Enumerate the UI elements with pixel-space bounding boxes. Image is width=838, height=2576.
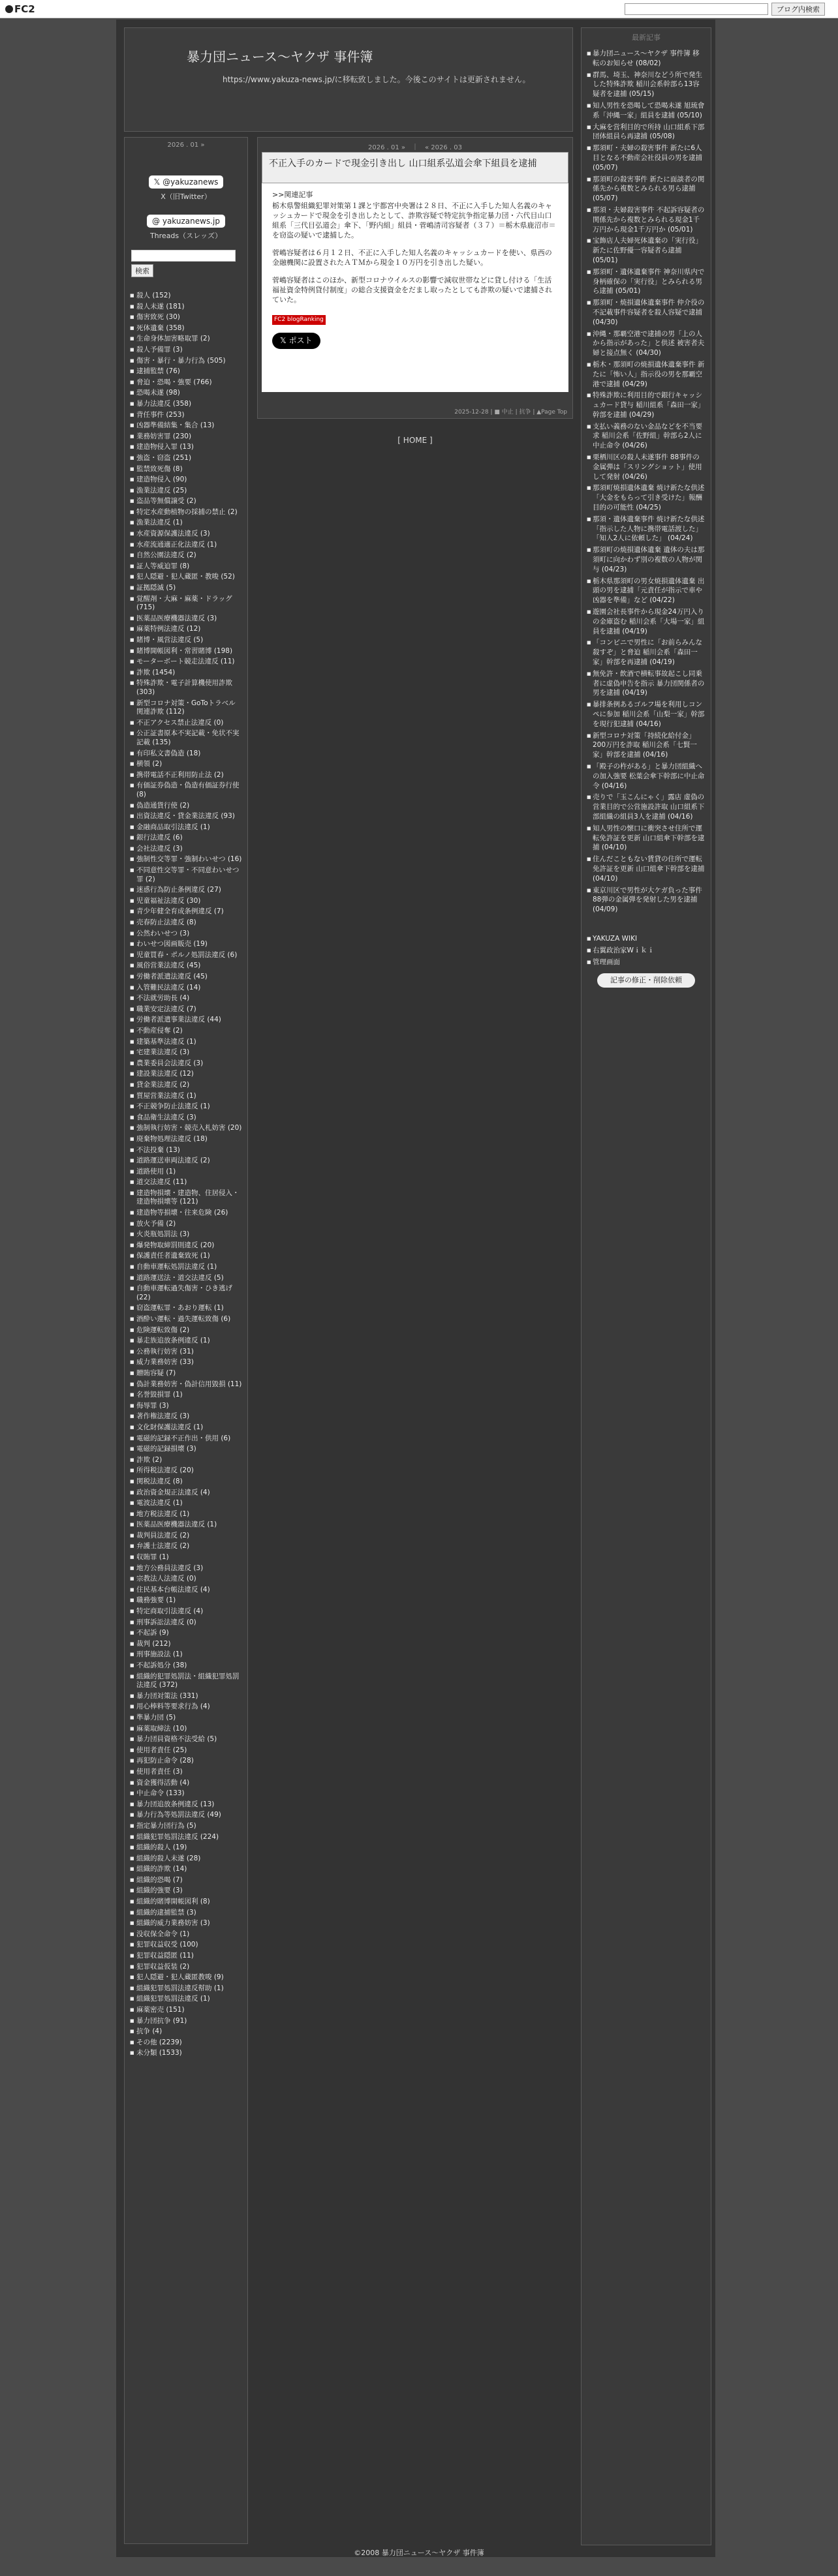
category-item[interactable]: ■ 組織犯罪処罰法違反 (224) [130,1833,242,1842]
category-item[interactable]: ■ 準暴力団 (5) [130,1714,242,1723]
category-item[interactable]: ■ 道路運送車両法違反 (2) [130,1157,242,1166]
category-item[interactable]: ■ 道交法違反 (11) [130,1178,242,1187]
category-item[interactable]: ■ 不起訴 (9) [130,1629,242,1638]
x-label: X（旧Twitter） [161,192,211,201]
category-item[interactable]: ■ 公然わいせつ (3) [130,930,242,939]
recent-entry-item[interactable]: ■ 特殊詐欺に利用目的で銀行キャッシュカード貸与 稲川組系「森田一家」幹部を逮捕 (04/29) [587,391,706,419]
recent-entry-item[interactable]: ■ 那須町・焼損遺体遺棄事件 仲介役の不記載事件容疑者を殺人容疑で逮捕 (04/30) [587,298,706,327]
category-item[interactable]: ■ 有価証券偽造・偽造有価証券行使 (8) [130,781,242,799]
recent-entry-item[interactable]: ■ 住んだこともない賃貸の住所で運転免許証を更新 山口組傘下幹部を逮捕 (04/10) [587,855,706,883]
category-item[interactable]: ■ 爆発物取締罰則違反 (20) [130,1241,242,1250]
category-item[interactable]: ■ 殺人 (152) [130,292,242,301]
related-link[interactable]: >>関連記事 [272,190,313,199]
category-item[interactable]: ■ 犯人隠避・犯人蔵匿教唆 (9) [130,1973,242,1982]
category-item[interactable]: ■ 覚醒剤・大麻・麻薬・ドラッグ (715) [130,595,242,613]
category-item[interactable]: ■ モーターボート競走法違反 (11) [130,658,242,667]
category-item[interactable]: ■ 用心棒料等要求行為 (4) [130,1703,242,1712]
category-item[interactable]: ■ 特定商取引法違反 (4) [130,1607,242,1616]
category-item[interactable]: ■ 中止命令 (133) [130,1789,242,1798]
recent-entry-item[interactable]: ■ 新型コロナ対策「持続化給付金」200万円を詐取 稲川会系「七賢一家」幹部を逮捕 (04/16) [587,731,706,760]
category-item[interactable]: ■ 組織的強要 (3) [130,1887,242,1896]
recent-entry-item[interactable]: ■ 無免許・飲酒で横転事故起こし同乗者に虚偽申告を指示 暴力団関係者の男を逮捕 (04/19) [587,669,706,698]
category-item[interactable]: ■ 詐欺 (1454) [130,669,242,678]
category-item[interactable]: ■ 横領 (2) [130,760,242,769]
category-item[interactable]: ■ 傷害致死 (30) [130,313,242,322]
recent-entry-item[interactable]: ■ 「コンビニで男性に「お前らみんな殺すぞ」と脅迫 稲川会系「森田一家」幹部を再逮捕 (04/19) [587,638,706,667]
category-item[interactable]: ■ 特殊詐欺・電子計算機使用詐欺 (303) [130,679,242,697]
sidebar-search-input[interactable] [131,250,236,262]
category-item[interactable]: ■ 新型コロナ対策・GoToトラベル関連詐欺 (112) [130,699,242,717]
fc2-logo-icon [5,5,13,13]
ranking-badge[interactable]: FC2 blogRanking [272,315,326,325]
category-item[interactable]: ■ 偽計業務妨害・偽計信用毀損 (11) [130,1380,242,1389]
month-link[interactable]: 2026 . 01 » [167,142,205,149]
category-item[interactable]: ■ 青少年健全育成条例違反 (7) [130,907,242,917]
recent-entry-item[interactable]: ■ 「殿子の杵がある」と暴力団組織への加入強要 松葉会傘下幹部に中止命令 (04/16) [587,762,706,791]
category-item[interactable]: ■ 麻薬密売 (151) [130,2006,242,2015]
category-item[interactable]: ■ 恐喝未遂 (98) [130,389,242,398]
category-item[interactable]: ■ 殺人未遂 (181) [130,303,242,312]
prev-month-link[interactable]: 2026 . 01 » [367,144,405,151]
recent-entries-list [582,45,711,915]
category-item[interactable]: ■ 質屋営業法違反 (1) [130,1092,242,1101]
threads-icon: @ [152,217,163,226]
category-item[interactable]: ■ 麻薬取締法 (10) [130,1725,242,1734]
category-item[interactable]: ■ わいせつ図画販売 (19) [130,940,242,949]
recent-entry-item[interactable]: ■ 支払い義務のない金品などを不当要求 稲川会系「佐野組」幹部ら2人に中止命令 (04/26) [587,422,706,451]
category-item[interactable]: ■ 偽造通貨行使 (2) [130,802,242,811]
category-item[interactable]: ■ 暴力法違反 (358) [130,400,242,409]
recent-entry-item[interactable]: ■ 那須町焼損遺体遺棄 焼け新たな供述「大金をもらって引き受けた」報酬目的の可能性 (04/25) [587,483,706,512]
category-item[interactable]: ■ 電磁的記録損壊 (3) [130,1445,242,1454]
category-item[interactable]: ■ 廃棄物処理法違反 (18) [130,1135,242,1144]
category-item[interactable]: ■ 組織的恐喝 (7) [130,1876,242,1885]
sidebar-search-button[interactable]: 検索 [131,264,153,277]
recent-entry-item[interactable]: ■ 宝飾店人夫婦死体遺棄の「実行役」新たに佐野優一容疑者ら逮捕 (05/01) [587,236,706,265]
category-item[interactable]: ■ 刑事訴訟法違反 (0) [130,1618,242,1628]
category-item[interactable]: ■ 死体遺棄 (358) [130,324,242,333]
category-item[interactable]: ■ 水産流通適正化法違反 (1) [130,541,242,550]
category-item[interactable]: ■ 漁業法違反 (25) [130,487,242,496]
recent-entry-item[interactable]: ■ 栗栖川区の殺人未遂事件 88事件の金属弾は「スリングショット」使用して発射 (04/26) [587,453,706,481]
category-item[interactable]: ■ 自然公園法違反 (2) [130,551,242,560]
recent-entry-item[interactable]: ■ 売りで「玉こんにゃく」露店 虚偽の営業目的で公営施設許取 山口組系下部組織の組員3人を逮捕 (04/16) [587,793,706,821]
category-item[interactable]: ■ 銀行法違反 (6) [130,834,242,843]
threads-account-button[interactable]: @ yakuzanews.jp [147,215,225,228]
category-item[interactable]: ■ 不同意性交等罪・不同意わいせつ罪 (2) [130,866,242,884]
recent-entry-item[interactable]: ■ 沖縄・那覇空港で逮捕の男「上の人から指示があった」と供述 被害者夫婦と接点無く (04/30) [587,329,706,358]
category-item[interactable]: ■ 酒酔い運転・過失運転致傷 (6) [130,1315,242,1324]
category-item[interactable]: ■ 建造物等損壊・往来危険 (26) [130,1209,242,1218]
category-item[interactable]: ■ 漁業法違反 (1) [130,519,242,528]
category-item[interactable]: ■ 暴力団追放条例違反 (13) [130,1800,242,1810]
recent-entry-item[interactable]: ■ 那須・夫婦殺害事件 不起訴容疑者の関係先から複数とみられる現金1千万円から現金1千万円か (05/01) [587,205,706,234]
x-icon: 𝕏 [280,336,289,345]
category-item[interactable]: ■ その他 (2239) [130,2038,242,2048]
extra-link-item[interactable]: ■ 右翼政治家Wｉｋｉ [587,946,706,956]
category-item[interactable]: ■ 賭博・風営法違反 (5) [130,636,242,645]
category-item[interactable]: ■ 麻薬特例法違反 (12) [130,625,242,634]
category-item[interactable]: ■ 宅建業法違反 (3) [130,1048,242,1057]
extra-links [582,930,711,967]
category-item[interactable]: ■ 暴力団員資格不法受給 (5) [130,1735,242,1744]
recent-entry-item[interactable]: ■ 栃木・那須町の焼損遺体遺棄事件 新たに「怖い人」指示役の男を那覇空港で逮捕 (04/29) [587,360,706,389]
recent-entry-item[interactable]: ■ 栃木県那須町の男女焼損遺体遺棄 出頭の男を逮捕「元責任が指示で車や凶器を準備」など (04/22) [587,577,706,605]
threads-section [125,211,247,241]
recent-entry-item[interactable]: ■ 群馬、埼玉、神奈川などう所で発生した特殊詐欺 稲川会系幹部ら13容疑者を逮捕 (05/15) [587,70,706,99]
category-item[interactable]: ■ 逮捕監禁 (76) [130,367,242,376]
entry-paragraph: 栃木県警組織犯罪対策第１課と宇都宮中央署は２８日、不正に入手した知人名義のキャッシュカードで現金を引き出したとして、詐欺容疑で特定抗争指定暴力団・六代目山口組系「三代目弘道会」傘下、「野内組」組員・菅嶋清司容疑者（３７）＝栃木県鹿沼市＝を窃盗の疑いで逮捕した。 [272,202,556,239]
category-item[interactable]: ■ 組織的逮捕監禁 (3) [130,1909,242,1918]
category-item[interactable]: ■ 抗争 (4) [130,2027,242,2037]
category-item[interactable]: ■ 組織的賭博開帳図利 (8) [130,1898,242,1907]
category-item[interactable]: ■ 不正アクセス禁止法違反 (0) [130,719,242,728]
x-account-button[interactable]: 𝕏 @yakuzanews [149,175,224,189]
category-item[interactable]: ■ 建造物侵入罪 (13) [130,443,242,452]
right-sidebar [581,27,711,2545]
category-item[interactable]: ■ 凶器準備結集・集合 (13) [130,421,242,431]
category-item[interactable]: ■ 傷害・暴行・暴力行為 (505) [130,357,242,366]
category-item[interactable]: ■ 使用者責任 (3) [130,1768,242,1777]
recent-entry-item[interactable]: ■ 知人男性を恐喝して恐喝未遂 旭琉會系「沖縄一家」組員を逮捕 (05/10) [587,101,706,121]
entry-body [262,183,568,392]
category-item[interactable]: ■ 監禁致死傷 (8) [130,465,242,474]
category-item[interactable]: ■ 組織的犯罪処罰法・組織犯罪処罰法違反 (372) [130,1673,242,1690]
recent-entry-item[interactable]: ■ 那須町・夫婦の殺害事件 新たに6人目となる不動産会社役員の男を逮捕 (05/07) [587,144,706,172]
category-item[interactable]: ■ 特定水産動植物の採捕の禁止 (2) [130,508,242,517]
category-item[interactable]: ■ 犯罪収益隠匿 (11) [130,1952,242,1961]
category-item[interactable]: ■ 労働者派遣事業法違反 (44) [130,1016,242,1025]
category-item[interactable]: ■ 迷惑行為防止条例違反 (27) [130,886,242,895]
category-item[interactable]: ■ 未分類 (1533) [130,2049,242,2058]
site-footer: ©2008 暴力団ニュース〜ヤクザ 事件簿 [354,2549,484,2557]
x-icon: 𝕏 [153,177,163,187]
category-item[interactable]: ■ 職務強要 (1) [130,1596,242,1605]
category-item[interactable]: ■ 暴力行為等処罰法違反 (49) [130,1811,242,1820]
category-item[interactable]: ■ 組織的詐欺 (14) [130,1865,242,1874]
category-item[interactable]: ■ 証人等威迫罪 (8) [130,562,242,571]
category-item[interactable]: ■ 保護責任者遺棄致死 (1) [130,1252,242,1261]
category-item[interactable]: ■ 背任事件 (253) [130,411,242,420]
x-section [125,172,247,202]
blog-search-button[interactable]: ブログ内検索 [771,3,825,16]
category-item[interactable]: ■ 電磁的記録不正作出・供用 (6) [130,1434,242,1444]
category-item[interactable]: ■ 公正証書原本不実記載・免状不実記載 (135) [130,729,242,747]
category-item[interactable]: ■ 不正競争防止法違反 (1) [130,1102,242,1112]
category-item[interactable]: ■ 地方税法違反 (1) [130,1510,242,1519]
category-item[interactable]: ■ 児童買春・ポルノ処罰法違反 (6) [130,951,242,960]
category-item[interactable]: ■ 所得税法違反 (20) [130,1466,242,1476]
category-item[interactable]: ■ 文化財保護法違反 (1) [130,1423,242,1432]
category-list [125,277,247,2058]
left-sidebar [124,137,248,2544]
main-content [257,137,573,2544]
category-item[interactable]: ■ 風俗営業法違反 (45) [130,962,242,971]
category-item[interactable]: ■ 刑事施設法 (1) [130,1650,242,1659]
category-item[interactable]: ■ 脅迫・恐喝・強要 (766) [130,378,242,387]
recent-entry-item[interactable]: ■ 那須町・遺体遺棄事件 神奈川県内で身柄確保の「実行役」とみられる男ら逮捕 (05/01) [587,267,706,296]
recent-entry-item[interactable]: ■ 遊園会社長事件から現金24万円入りの金庫盗む 稲川会系「大場一家」組員を逮捕 (04/19) [587,607,706,636]
category-item[interactable]: ■ 暴力団対策法 (331) [130,1692,242,1701]
category-item[interactable]: ■ 組織犯罪処罰法違反 (1) [130,1995,242,2004]
category-item[interactable]: ■ 児童福祉法違反 (30) [130,897,242,906]
recent-entry-item[interactable]: ■ 那須町の殺害事件 新たに面談者の関係先から複数とみられる男ら逮捕 (05/07) [587,175,706,204]
recent-entry-item[interactable]: ■ 那須町の焼損遺体遺棄 遺体の夫は那須町に向かわず別の複数の人物が関与 (04/23) [587,545,706,574]
category-item[interactable]: ■ 没収保全命令 (1) [130,1930,242,1939]
category-item[interactable]: ■ 侮辱罪 (3) [130,1402,242,1411]
site-header [124,27,573,132]
entry-title[interactable]: 不正入手のカードで現金引き出し 山口組系弘道会傘下組員を逮捕 [269,159,537,169]
category-item[interactable]: ■ 収賄罪 (1) [130,1553,242,1562]
category-item[interactable]: ■ 犯人隠避・犯人蔵匿・教唆 (52) [130,573,242,582]
category-item[interactable]: ■ 強盗・窃盗 (251) [130,454,242,463]
extra-link-item[interactable]: ■ 管理画面 [587,958,706,967]
category-item[interactable]: ■ 火炎瓶処罰法 (3) [130,1230,242,1239]
entry-month-nav: 2026 . 01 » ｜ « 2026 . 03 [367,144,463,151]
category-item[interactable]: ■ 住民基本台帳法違反 (4) [130,1586,242,1595]
category-item[interactable]: ■ 業務妨害罪 (230) [130,432,242,442]
recent-entry-item[interactable]: ■ 大麻を営利目的で所持 山口組系下部団体組員ら再逮捕 (05/08) [587,123,706,142]
category-item[interactable]: ■ 公務執行妨害 (31) [130,1348,242,1357]
category-item[interactable]: ■ 政治資金規正法違反 (4) [130,1489,242,1498]
recent-entry-item[interactable]: ■ 知人男性の懐口に衝突させ住所で運転免許証を更新 山口組傘下幹部を逮捕 (04/10) [587,824,706,853]
entry-footer: 2025-12-28 | ■ 中止 | 抗争 | ▲Page Top [454,409,567,416]
x-post-button[interactable]: 𝕏 ポスト [272,333,320,349]
category-item[interactable]: ■ 水産資源保護法違反 (3) [130,530,242,539]
recent-entry-item[interactable]: ■ 那須・遺体遺棄事件 焼け新たな供述「指示した人物に携帯電話渡した」「知人2人に依頼した」 (04/24) [587,515,706,543]
category-item[interactable]: ■ 道路運送法・道交法違反 (5) [130,1274,242,1283]
extra-link-item[interactable]: ■ YAKUZA WIKI [587,934,706,944]
recent-entry-item[interactable]: ■ 暴力団ニュース〜ヤクザ 事件簿 移転のお知らせ (08/02) [587,49,706,68]
category-item[interactable]: ■ 宗教法人法違反 (0) [130,1575,242,1584]
category-item[interactable]: ■ 道路使用 (1) [130,1168,242,1177]
page-wrapper [116,20,715,2557]
category-item[interactable]: ■ 携帯電話不正利用防止法 (2) [130,771,242,780]
entry [257,137,573,419]
category-item[interactable]: ■ 不動産侵奪 (2) [130,1027,242,1036]
category-item[interactable]: ■ 会社法違反 (3) [130,845,242,854]
category-item[interactable]: ■ 使用者責任 (25) [130,1746,242,1755]
category-item[interactable]: ■ 出資法違反・貸金業法違反 (93) [130,812,242,821]
recent-entry-item[interactable]: ■ 暴排条例あるゴルフ場を利用しコンペに参加 稲川会系「山梨一家」幹部を現行犯逮捕 (04/16) [587,700,706,729]
category-item[interactable]: ■ 地方公務員法違反 (3) [130,1564,242,1573]
home-link[interactable]: [ HOME ] [397,436,433,445]
category-item[interactable]: ■ 指定暴力団行為 (5) [130,1822,242,1831]
month-nav [125,138,247,152]
category-item[interactable]: ■ 贈賄容疑 (7) [130,1369,242,1378]
category-item[interactable]: ■ 医薬品医療機器法違反 (1) [130,1521,242,1530]
recent-title: 最新記事 [632,33,660,42]
category-item[interactable]: ■ 組織的殺人 (19) [130,1843,242,1853]
category-item[interactable]: ■ 名誉毀損罪 (1) [130,1391,242,1400]
fc2-topbar [0,0,838,18]
category-item[interactable]: ■ 著作権法違反 (3) [130,1412,242,1421]
category-item[interactable]: ■ 不法就労助長 (4) [130,994,242,1003]
category-item[interactable]: ■ 食品衛生法違反 (3) [130,1114,242,1123]
category-item[interactable]: ■ 組織犯罪処罰法違反幇助 (1) [130,1984,242,1993]
category-item[interactable]: ■ 犯罪収益収受 (100) [130,1941,242,1950]
category-item[interactable]: ■ 裁判員法違反 (2) [130,1532,242,1541]
category-item[interactable]: ■ 証拠隠滅 (5) [130,584,242,593]
category-item[interactable]: ■ 自動車運転処罰法違反 (1) [130,1263,242,1272]
category-item[interactable]: ■ 組織的殺人未遂 (28) [130,1855,242,1864]
category-item[interactable]: ■ 暴力団抗争 (91) [130,2017,242,2026]
category-item[interactable]: ■ 農業委員会法違反 (3) [130,1059,242,1068]
entry-title-box [262,152,568,183]
category-item[interactable]: ■ 建造物侵入 (90) [130,476,242,485]
category-item[interactable]: ■ 建造物損壊・建造物、住居侵入・建造物損壊等 (121) [130,1189,242,1207]
category-item[interactable]: ■ 自動車運転過失傷害・ひき逃げ (22) [130,1284,242,1302]
category-item[interactable]: ■ 金融商品取引法違反 (1) [130,823,242,832]
category-item[interactable]: ■ 有印私文書偽造 (18) [130,750,242,759]
site-title[interactable]: 暴力団ニュース〜ヤクザ 事件簿 [187,49,373,65]
fc2-logo[interactable]: FC2 [5,3,35,15]
next-month-link[interactable]: « 2026 . 03 [425,144,463,151]
category-item[interactable]: ■ 貸金業法違反 (2) [130,1081,242,1090]
category-item[interactable]: ■ 威力業務妨害 (33) [130,1358,242,1367]
category-item[interactable]: ■ 殺人予備罪 (3) [130,346,242,355]
category-item[interactable]: ■ 入管難民法違反 (14) [130,984,242,993]
sidebar-search [131,250,241,277]
blog-search-input[interactable] [625,3,768,15]
category-item[interactable]: ■ 犯罪収益仮装 (2) [130,1963,242,1972]
threads-label: Threads（スレッズ） [149,232,223,240]
recent-entry-item[interactable]: ■ 東京川区で男性が大ケガ負った事件 88弾の金属弾を発射した男を逮捕 (04/09) [587,886,706,915]
category-item[interactable]: ■ 弁護士法違反 (2) [130,1542,242,1551]
category-item[interactable]: ■ 暴走族追放条例違反 (1) [130,1337,242,1346]
category-item[interactable]: ■ 医薬品医療機器法違反 (3) [130,614,242,624]
category-item[interactable]: ■ 裁判 (212) [130,1640,242,1649]
category-item[interactable]: ■ 不起訴処分 (38) [130,1661,242,1671]
category-item[interactable]: ■ 組織的威力業務妨害 (3) [130,1919,242,1928]
category-item[interactable]: ■ 電波法違反 (1) [130,1499,242,1508]
category-item[interactable]: ■ 強制執行妨害・競売入札妨害 (20) [130,1124,242,1133]
category-item[interactable]: ■ 窃盗運転罪・あおり運転 (1) [130,1304,242,1313]
edit-request-button[interactable]: 記事の修正・削除依頼 [597,973,695,988]
category-item[interactable]: ■ 労働者派遣法違反 (45) [130,973,242,982]
category-item[interactable]: ■ 再犯防止命令 (28) [130,1757,242,1766]
category-item[interactable]: ■ 不法投棄 (13) [130,1146,242,1155]
category-item[interactable]: ■ 関税法違反 (8) [130,1477,242,1487]
category-item[interactable]: ■ 危険運転致傷 (2) [130,1326,242,1335]
category-item[interactable]: ■ 詐欺 (2) [130,1456,242,1465]
site-notice: https://www.yakuza-news.jp/に移転致しました。今後このサイトは更新されません。 [223,75,531,84]
entry-paragraph: 菅嶋容疑者はこのほか、新型コロナウイルスの影響で減収世帯などに貸し付ける「生活福祉資金特例貸付制度」の総合支援資金をだまし取ったとしても詐欺の疑いで逮捕されていた。 [272,276,552,304]
category-item[interactable]: ■ 盗品等無償譲受 (2) [130,497,242,506]
category-item[interactable]: ■ 売春防止法違反 (8) [130,918,242,928]
category-item[interactable]: ■ 放火予備 (2) [130,1220,242,1229]
category-item[interactable]: ■ 職業安定法違反 (7) [130,1005,242,1014]
category-item[interactable]: ■ 建設業法違反 (12) [130,1070,242,1079]
category-item[interactable]: ■ 建築基準法違反 (1) [130,1038,242,1047]
category-item[interactable]: ■ 強制性交等罪・強制わいせつ (16) [130,855,242,864]
category-item[interactable]: ■ 資金獲得活動 (4) [130,1779,242,1788]
category-item[interactable]: ■ 賭博開帳図利・常習賭博 (198) [130,647,242,656]
category-item[interactable]: ■ 生命身体加害略取罪 (2) [130,335,242,344]
entry-paragraph: 菅嶋容疑者は６月１２日、不正に入手した知人名義のキャッシュカードを使い、県西の金融機関に設置されたＡＴＭから現金１０万円を引き出した疑い。 [272,249,552,267]
